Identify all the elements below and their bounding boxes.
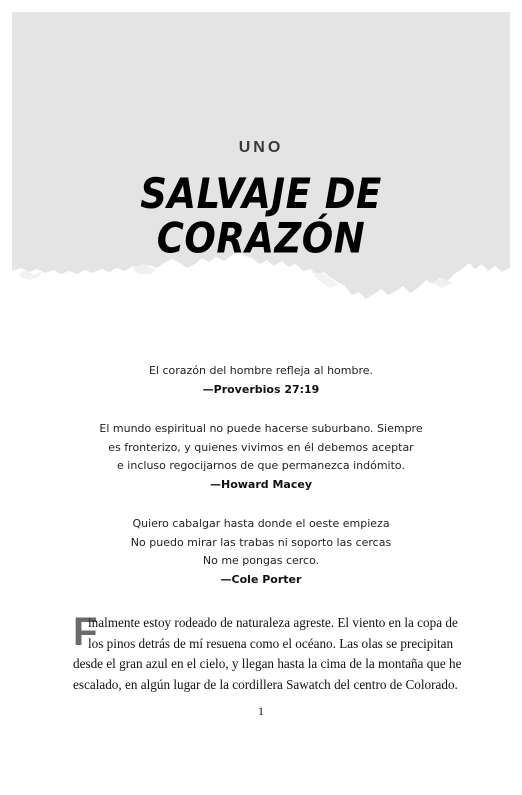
body-line: desde el gran azul en el cielo, y llegan hasta la cima de la montaña que he [73,656,462,671]
chapter-title-line-1: SALVAJE DE [140,169,382,218]
epigraph-author: —Proverbios 27:19 [202,382,320,396]
drop-cap: F [73,610,98,654]
epigraph-line: El corazón del hombre refleja al hombre. [148,364,374,377]
chapter-header-band [12,12,510,312]
body-paragraph [73,610,462,695]
epigraph-line: e incluso regocijarnos de que permanezca indómito. [117,459,405,472]
epigraph-line: El mundo espiritual no puede hacerse suburbano. Siempre [99,422,423,435]
chapter-number: UNO [238,139,284,156]
epigraph-line: Quiero cabalgar hasta donde el oeste empieza [132,517,390,530]
body-line: escalado, en algún lugar de la cordillera Sawatch del centro de Colorado. [73,676,458,692]
page-number: 1 [258,704,264,718]
epigraph-proverbios [0,362,522,399]
epigraph-author: —Howard Macey [210,477,312,491]
mountain-ridge-band [12,12,510,312]
chapter-title [0,169,522,263]
epigraph-howard-macey [0,420,522,494]
epigraph-line: No puedo mirar las trabas ni soporto las cercas [130,535,392,549]
epigraph-line: No me pongas cerco. [202,554,320,567]
epigraphs [0,362,522,610]
body-line: los pinos detrás de mí resuena como el océano. Las olas se precipitan [88,635,454,651]
epigraph-cole-porter [0,515,522,589]
body-line: inalmente estoy rodeado de naturaleza agreste. El viento en la copa de [88,615,458,630]
chapter-title-line-2: CORAZÓN [156,214,366,263]
epigraph-author: —Cole Porter [220,572,302,586]
epigraph-line: es fronterizo, y quienes vivimos en él debemos aceptar [108,440,414,454]
